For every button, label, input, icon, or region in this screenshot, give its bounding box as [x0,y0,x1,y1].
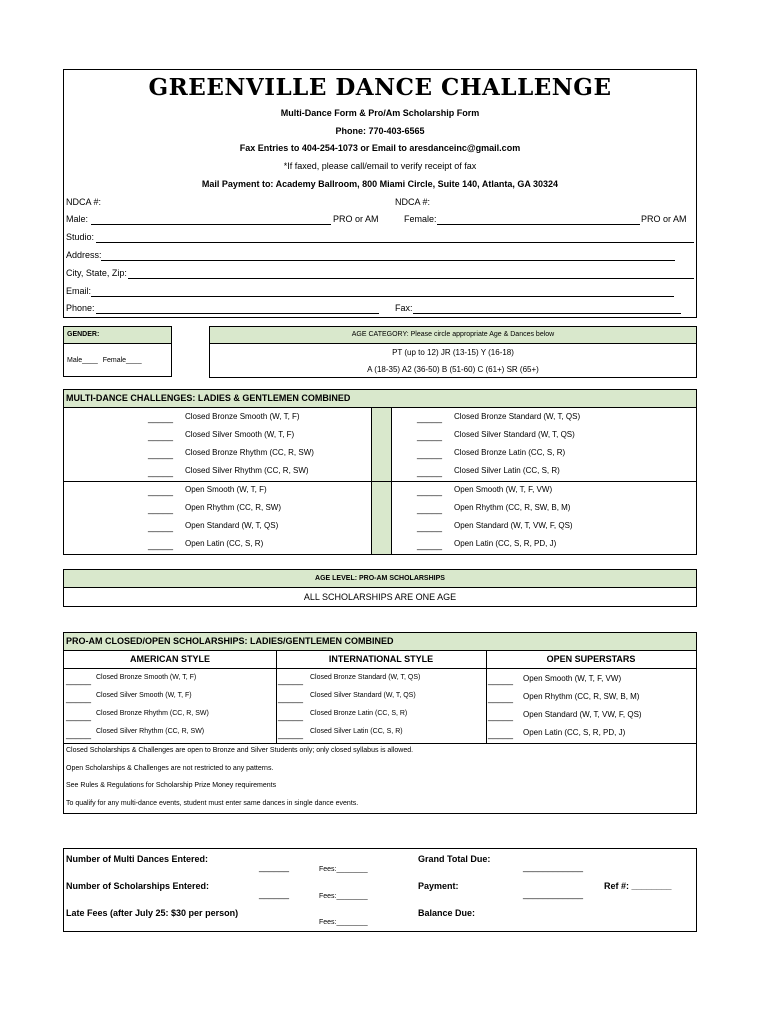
scholarship-event-label: Closed Silver Latin (CC, S, R) [310,728,403,735]
city-field[interactable] [128,278,694,279]
scholarship-event-label: Closed Bronze Latin (CC, S, R) [310,710,408,717]
scholarship-col-divider-1 [276,651,277,743]
age-level-header [64,570,696,588]
multi-dance-header [64,390,696,408]
scholarship-event-label: Closed Bronze Smooth (W, T, F) [96,674,197,681]
phone-label: Phone: [66,303,95,313]
male-label: Male: [66,214,89,224]
dance-event-label: Open Smooth (W, T, F) [185,485,267,494]
mail-line: Mail Payment to: Academy Ballroom, 800 Miami Circle, Suite 140, Atlanta, GA 30324 [201,179,559,189]
gender-options [67,357,142,364]
entry-blank[interactable]: _____ [148,540,174,550]
page-title: GREENVILLE DANCE CHALLENGE [148,74,612,101]
scholarships-fees-field[interactable]: Fees:________ [319,893,368,900]
scholarship-note: See Rules & Regulations for Scholarship Prize Money requirements [66,782,277,789]
scholarship-note: Open Scholarships & Challenges are not restricted to any patterns. [66,765,274,772]
female-label: Female: [404,214,437,224]
scholarship-event-label: Open Rhythm (CC, R, SW, B, M) [523,692,640,701]
email-field[interactable] [91,296,674,297]
entry-blank[interactable]: _____ [417,522,443,532]
phone-line: Phone: 770-403-6565 [335,126,425,136]
scholarship-col-divider-2 [486,651,487,743]
entry-blank[interactable]: _____ [417,413,443,423]
dance-event-label: Open Standard (W, T, VW, F, QS) [454,521,573,530]
dance-event-label: Open Rhythm (CC, R, SW) [185,503,282,512]
grand-total-field[interactable]: ____________ [523,862,584,872]
scholarship-event-label: Closed Silver Smooth (W, T, F) [96,692,192,699]
scholarship-heading-rule [64,668,696,669]
scholarship-event-label: Closed Silver Standard (W, T, QS) [310,692,416,699]
entry-blank[interactable]: _____ [148,486,174,496]
entry-blank[interactable]: _____ [278,675,304,685]
scholarships-count-label: Number of Scholarships Entered: [66,881,210,891]
studio-label: Studio: [66,232,95,242]
fax-label: Fax: [395,303,413,313]
scholarship-note: To qualify for any multi-dance events, student must enter same dances in single dance events. [66,800,359,807]
entry-blank[interactable]: _____ [417,467,443,477]
multi-dances-fees-field[interactable]: Fees:________ [319,866,368,873]
dance-event-label: Open Smooth (W, T, F, VW) [454,485,553,494]
scholarship-event-label: Closed Bronze Rhythm (CC, R, SW) [96,710,209,717]
multi-dances-count-field[interactable]: ______ [259,862,290,872]
payment-field[interactable]: ____________ [523,889,584,899]
entry-blank[interactable]: _____ [66,711,92,721]
scholarships-title: PRO-AM CLOSED/OPEN SCHOLARSHIPS: LADIES/GENTLEMEN COMBINED [66,636,394,646]
entry-blank[interactable]: _____ [417,449,443,459]
phone-field[interactable] [96,313,379,314]
entry-blank[interactable]: _____ [148,522,174,532]
american-style-heading: AMERICAN STYLE [129,654,210,664]
scholarship-event-label: Open Standard (W, T, VW, F, QS) [523,710,642,719]
age-level-title: AGE LEVEL: PRO-AM SCHOLARSHIPS [315,575,445,582]
scholarship-event-label: Closed Bronze Standard (W, T, QS) [310,674,421,681]
fax-field[interactable] [413,313,681,314]
entry-blank[interactable]: _____ [488,693,514,703]
studio-field[interactable] [96,242,694,243]
ndca-left-label: NDCA #: [66,197,102,207]
multi-dance-title: MULTI-DANCE CHALLENGES: LADIES & GENTLEMEN COMBINED [66,393,351,403]
ndca-right-label: NDCA #: [395,197,431,207]
scholarship-event-label: Closed Silver Rhythm (CC, R, SW) [96,728,205,735]
entry-blank[interactable]: _____ [488,675,514,685]
entry-blank[interactable]: _____ [417,486,443,496]
entry-blank[interactable]: _____ [417,540,443,550]
multi-dances-count-label: Number of Multi Dances Entered: [66,854,209,864]
entry-blank[interactable]: _____ [278,711,304,721]
dance-event-label: Open Latin (CC, S, R) [185,539,264,548]
dance-event-label: Closed Bronze Smooth (W, T, F) [185,412,300,421]
entry-blank[interactable]: _____ [66,693,92,703]
age-category-header [210,327,696,344]
entry-blank[interactable]: _____ [148,504,174,514]
male-role: PRO or AM [333,214,379,224]
dance-event-label: Closed Silver Smooth (W, T, F) [185,430,295,439]
age-category-line-2[interactable]: A (18-35) A2 (36-50) B (51-60) C (61+) SR (65+) [367,365,539,374]
female-role: PRO or AM [641,214,687,224]
fax-note: *If faxed, please call/email to verify receipt of fax [283,161,477,171]
entry-blank[interactable]: _____ [417,431,443,441]
ref-number-field[interactable]: Ref #: ________ [604,881,672,891]
entry-blank[interactable]: _____ [417,504,443,514]
dance-event-label: Closed Bronze Latin (CC, S, R) [454,448,566,457]
scholarship-event-label: Open Smooth (W, T, F, VW) [523,674,622,683]
entry-blank[interactable]: _____ [66,729,92,739]
age-level-note: ALL SCHOLARSHIPS ARE ONE AGE [303,592,457,602]
entry-blank[interactable]: _____ [148,449,174,459]
dance-event-label: Open Latin (CC, S, R, PD, J) [454,539,557,548]
scholarship-note: Closed Scholarships & Challenges are open to Bronze and Silver Students only; only closed syllabus is allowed. [66,747,414,754]
late-fees-field[interactable]: Fees:________ [319,919,368,926]
payment-label: Payment: [418,881,459,891]
entry-box [63,69,697,318]
dance-event-label: Closed Bronze Rhythm (CC, R, SW) [185,448,314,457]
address-label: Address: [66,250,102,260]
entry-blank[interactable]: _____ [278,729,304,739]
late-fees-label: Late Fees (after July 25: $30 per person) [66,908,239,918]
multi-dance-separator [64,481,696,482]
balance-due-label: Balance Due: [418,908,476,918]
entry-blank[interactable]: _____ [148,413,174,423]
scholarships-header [64,633,696,651]
scholarship-event-label: Open Latin (CC, S, R, PD, J) [523,728,626,737]
dance-event-label: Closed Silver Standard (W, T, QS) [454,430,575,439]
grand-total-label: Grand Total Due: [418,854,491,864]
city-label: City, State, Zip: [66,268,127,278]
dance-event-label: Closed Silver Rhythm (CC, R, SW) [185,466,309,475]
dance-event-label: Open Rhythm (CC, R, SW, B, M) [454,503,571,512]
scholarship-notes-rule [64,743,696,744]
international-style-heading: INTERNATIONAL STYLE [328,654,434,664]
entry-blank[interactable]: _____ [488,711,514,721]
dance-event-label: Closed Silver Latin (CC, S, R) [454,466,560,475]
age-category-label: AGE CATEGORY: Please circle appropriate Age & Dances below [351,331,555,338]
age-category-line-1[interactable]: PT (up to 12) JR (13-15) Y (16-18) [392,348,514,357]
entry-blank[interactable]: _____ [488,729,514,739]
entry-blank[interactable]: _____ [148,467,174,477]
gender-female-option[interactable]: Female____ [102,357,142,364]
form-subtitle: Multi-Dance Form & Pro/Am Scholarship Form [280,108,480,118]
male-name-field[interactable] [91,224,331,225]
dance-event-label: Closed Bronze Standard (W, T, QS) [454,412,581,421]
female-name-field[interactable] [437,224,640,225]
open-superstars-heading: OPEN SUPERSTARS [546,654,636,664]
gender-male-option[interactable]: Male____ [67,357,98,364]
gender-label: GENDER: [67,331,100,338]
entry-blank[interactable]: _____ [278,693,304,703]
scholarships-count-field[interactable]: ______ [259,889,290,899]
fax-email-line: Fax Entries to 404-254-1073 or Email to aresdanceinc@gmail.com [239,143,521,153]
address-field[interactable] [101,260,675,261]
entry-blank[interactable]: _____ [66,675,92,685]
gender-header [64,327,171,344]
entry-blank[interactable]: _____ [148,431,174,441]
dance-event-label: Open Standard (W, T, QS) [185,521,279,530]
email-label: Email: [66,286,92,296]
